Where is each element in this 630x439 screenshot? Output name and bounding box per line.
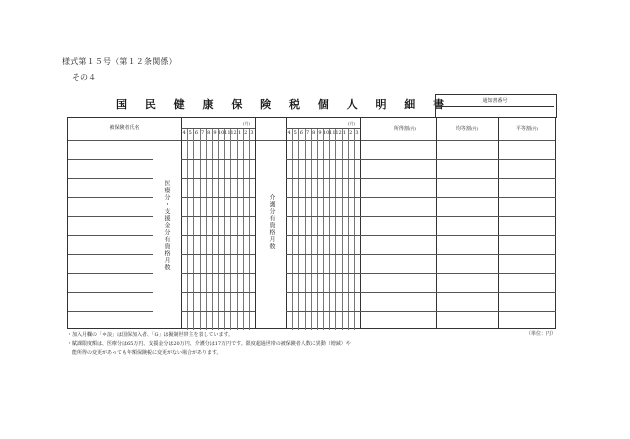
- table-row-line: [68, 197, 153, 198]
- month-header-5: 5: [188, 130, 192, 136]
- month-header-10: 10: [323, 130, 330, 136]
- month-header-7: 7: [200, 130, 205, 136]
- month-header-11: 11: [224, 130, 231, 136]
- table-row-line: [181, 159, 255, 160]
- table-row-line: [360, 235, 556, 236]
- table-row-line: [181, 216, 255, 217]
- table-row-line: [286, 159, 360, 160]
- table-row-line: [286, 311, 360, 312]
- table-row-line: [360, 311, 556, 312]
- table-row-line: [360, 159, 556, 160]
- table-row-line: [181, 254, 255, 255]
- table-row-line: [181, 178, 255, 179]
- month-header-2: 2: [244, 130, 248, 136]
- table-row-line: [286, 197, 360, 198]
- table-row-line: [360, 254, 556, 255]
- table-row-line: [360, 216, 556, 217]
- month-header-9: 9: [318, 130, 322, 136]
- month-header-4: 4: [287, 130, 291, 136]
- month-header-10: 10: [218, 130, 225, 136]
- month-header-12: 12: [335, 130, 342, 136]
- table-row-line: [286, 235, 360, 236]
- month-header-5: 5: [293, 130, 297, 136]
- table-row-line: [286, 178, 360, 179]
- document-title: 国 民 健 康 保 険 税 個 人 明 細 書: [116, 98, 452, 111]
- form-subsection: その４: [72, 73, 96, 82]
- month-header-6: 6: [299, 130, 303, 136]
- per-capita-header: 均等割(円): [455, 126, 479, 132]
- form-number: 様式第１５号（第１２条関係）: [62, 57, 177, 66]
- note-line-1: ・加入月欄の「＊浪」は国保加入者、「G」は擬制世帯主を表しています。: [67, 332, 234, 338]
- table-row-line: [286, 254, 360, 255]
- table-row-line: [181, 197, 255, 198]
- table-row-line: [181, 273, 255, 274]
- month-header-1: 1: [237, 130, 242, 136]
- month-header-8: 8: [207, 130, 211, 136]
- insured-name-header: 被保険者氏名: [109, 125, 140, 131]
- month-header-8: 8: [312, 130, 316, 136]
- month-unit-label: (月): [243, 121, 251, 126]
- month-header-1: 1: [342, 130, 347, 136]
- month-unit-label: (月): [348, 121, 356, 126]
- table-row-line: [360, 178, 556, 179]
- month-header-7: 7: [305, 130, 310, 136]
- month-header-4: 4: [182, 130, 186, 136]
- table-row-line: [286, 292, 360, 293]
- table-row-line: [68, 216, 153, 217]
- detail-table: [67, 117, 556, 329]
- table-row-line: [68, 235, 153, 236]
- table-row-line: [68, 292, 153, 293]
- table-row-line: [181, 235, 255, 236]
- table-row-line: [286, 273, 360, 274]
- month-header-9: 9: [213, 130, 217, 136]
- care-months-label: 介護分有資格月数: [268, 194, 275, 250]
- note-line-2: ・賦課限度額は、医療分は65万円、支援金分は20万円、介護分は17万円です。限度超過世帯の被保険者人数に異動（増減）や: [67, 341, 351, 347]
- month-header-6: 6: [194, 130, 198, 136]
- table-row-line: [68, 311, 153, 312]
- month-header-2: 2: [349, 130, 353, 136]
- table-row-line: [68, 178, 153, 179]
- table-row-line: [360, 273, 556, 274]
- notice-number-label: 通知書番号: [436, 96, 554, 107]
- table-row-line: [68, 254, 153, 255]
- table-row-line: [360, 292, 556, 293]
- unit-label: （単位：円）: [525, 331, 556, 337]
- month-header-12: 12: [230, 130, 237, 136]
- medical-support-months-label: 医療分・支援金分有資格月数: [163, 180, 170, 271]
- income-header: 所得割(円): [393, 126, 417, 132]
- table-row-line: [286, 216, 360, 217]
- table-row-line: [181, 311, 255, 312]
- flat-rate-header: 平等割(円): [515, 126, 539, 132]
- month-header-3: 3: [355, 130, 359, 136]
- table-row-line: [181, 292, 255, 293]
- note-line-3: 能所得の変更があっても年額保険税に変更がない場合があります。: [67, 350, 222, 356]
- month-header-3: 3: [250, 130, 254, 136]
- table-row-line: [68, 273, 153, 274]
- table-row-line: [360, 197, 556, 198]
- month-header-11: 11: [329, 130, 336, 136]
- table-row-line: [68, 159, 153, 160]
